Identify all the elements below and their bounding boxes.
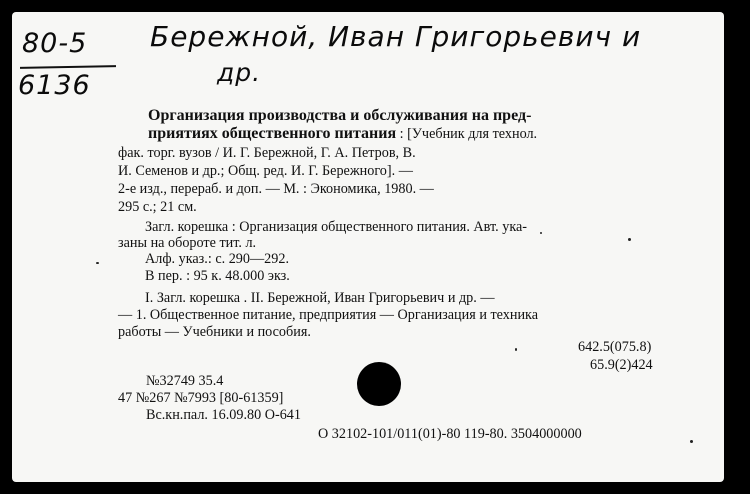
price-run: В пер. : 95 к. 48.000 экз. <box>145 268 290 284</box>
book-chamber-line: Вс.кн.пал. 16.09.80 О-641 <box>146 407 301 423</box>
statement-line-4: И. Семенов и др.; Общ. ред. И. Г. Бережного]. — <box>118 163 413 179</box>
speck <box>540 232 542 234</box>
shelf-number-top: 80-5 <box>22 28 88 59</box>
record-number: №32749 35.4 <box>146 373 224 389</box>
speck <box>690 440 693 443</box>
tracings-line-3: работы — Учебники и пособия. <box>118 324 311 340</box>
code-line: О 32102-101/011(01)-80 119-80. 3504000000 <box>318 426 582 442</box>
extent-line: 295 с.; 21 см. <box>118 199 197 215</box>
class-number-1: 642.5(075.8) <box>578 339 652 355</box>
order-line: 47 №267 №7993 [80-61359] <box>118 390 284 406</box>
tracings-line-1: I. Загл. корешка . II. Бережной, Иван Григорьевич и др. — <box>145 290 495 306</box>
spine-title-line-1: Загл. корешка : Организация общественного питания. Авт. ука- <box>145 219 528 235</box>
index-note: Алф. указ.: с. 290—292. <box>145 251 290 267</box>
title-line-2 <box>148 126 537 142</box>
title-line-1: Организация производства и обслуживания на пред- <box>148 107 532 124</box>
speck <box>628 238 631 241</box>
handwritten-author: Бережной, Иван Григорьевич и <box>150 20 642 53</box>
title-line-2-bold: приятиях общественного питания <box>148 125 397 142</box>
class-number-2: 65.9(2)424 <box>590 357 653 373</box>
edition-line: 2-е изд., перераб. и доп. — М. : Экономика, 1980. — <box>118 181 434 197</box>
shelf-number-bottom: 6136 <box>18 70 91 101</box>
speck <box>515 348 517 351</box>
handwritten-author-continued: др. <box>217 58 262 87</box>
title-line-2-rest: : [Учебник для технол. <box>396 126 538 142</box>
statement-line-3: фак. торг. вузов / И. Г. Бережной, Г. А. Петров, В. <box>118 145 416 161</box>
tracings-line-2: — 1. Общественное питание, предприятия — Организация и техника <box>118 307 539 323</box>
spine-title-line-2: заны на обороте тит. л. <box>118 235 257 251</box>
speck <box>96 262 99 264</box>
punch-hole <box>357 362 401 406</box>
